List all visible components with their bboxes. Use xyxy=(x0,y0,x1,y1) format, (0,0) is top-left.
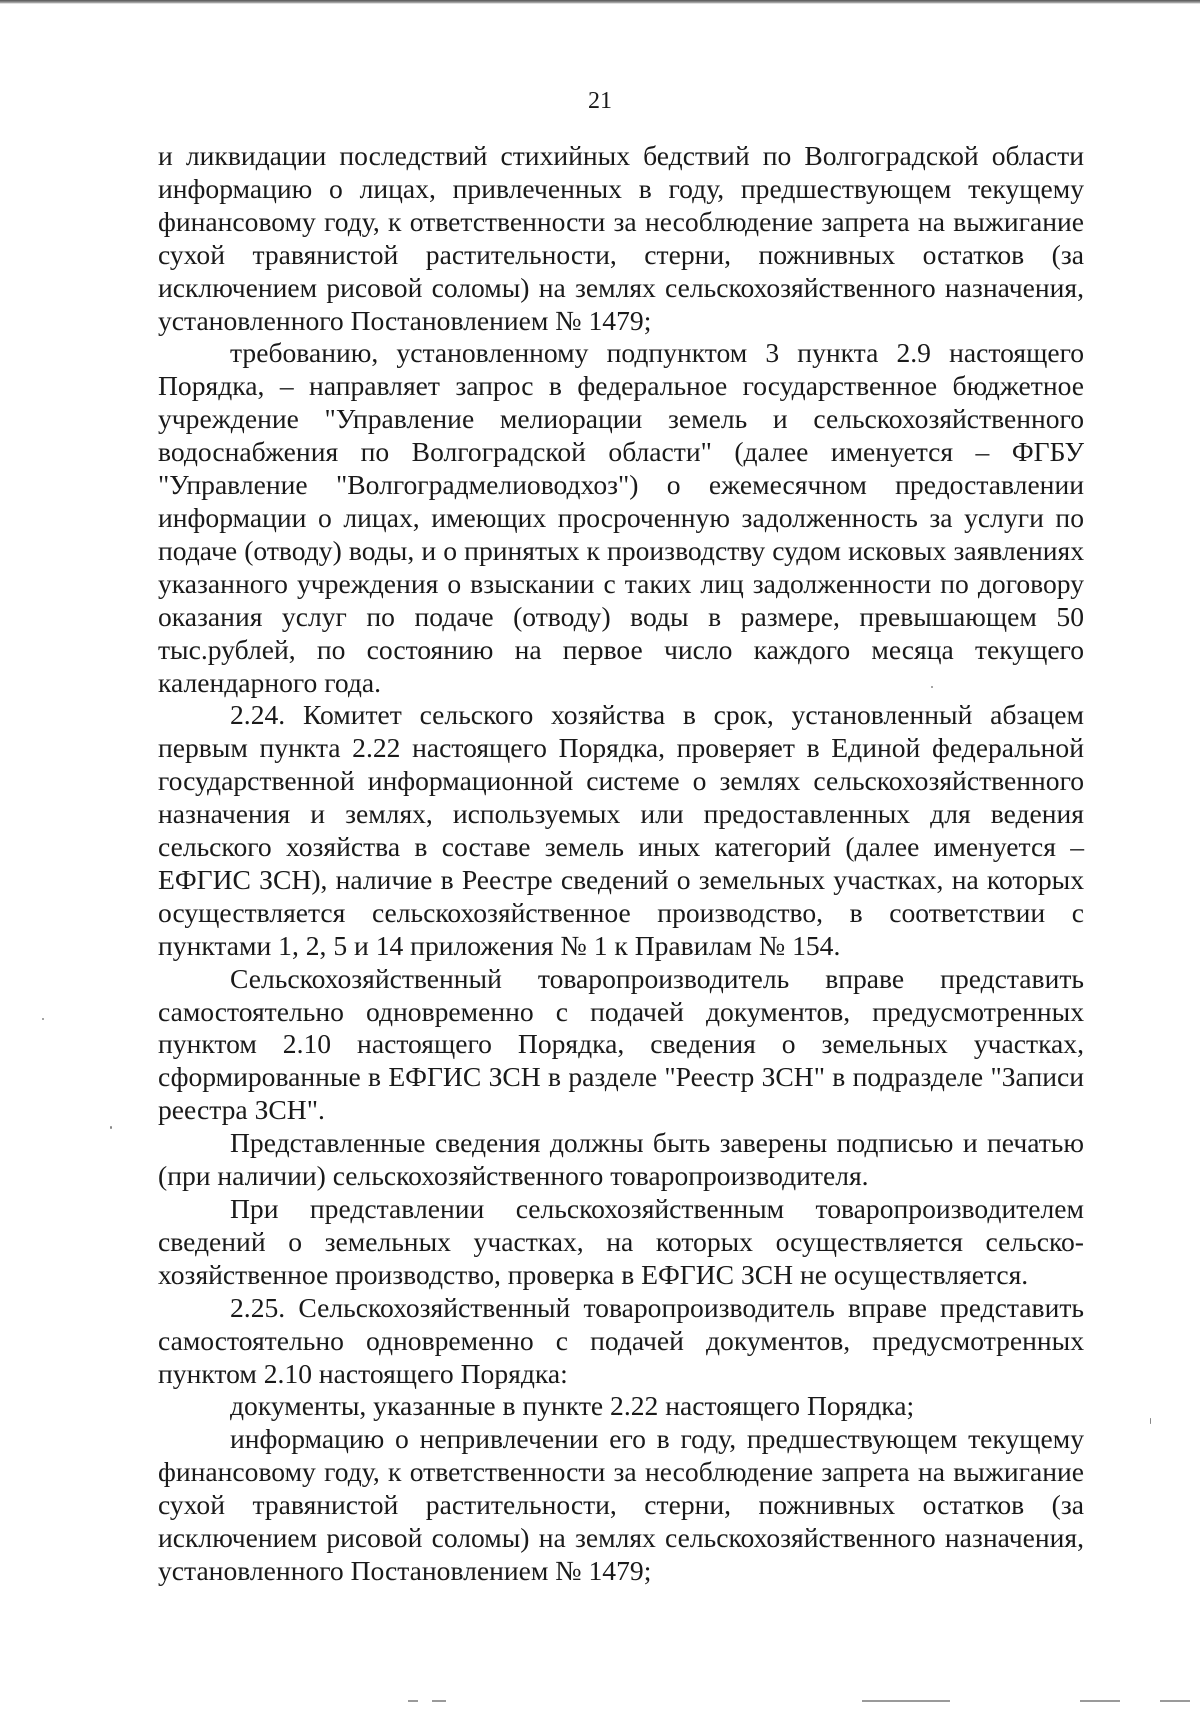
scan-speck xyxy=(110,1126,112,1129)
paragraph-8: документы, указанные в пункте 2.22 настоящего Порядка; xyxy=(230,1390,915,1422)
paragraph-5: Представленные сведения должны быть заверены подписью и печатью (при наличии) сельскохозяйственного товаропроизводителя. xyxy=(158,1127,1084,1192)
paragraph-2: требованию, установленному подпунктом 3 пункта 2.9 настоящего Порядка, – направляет запрос в федеральное государственное бюджетное учреждение "Управление мелиорации земель и сельскохозяйственного водоснабжения по Волгоградской области" (далее именуется – ФГБУ "Управление "Волгоградмелиоводхоз") о ежемесячном предоставлении информации о лицах, имеющих просроченную задолженность за услуги по подаче (отводу) воды, и о принятых к производству судом исковых заявлениях указанного учреждения о взыскании с таких лиц задолженности по договору оказания услуг по подаче (отводу) воды в размере, превышающем 50 тыс.рублей, по состоянию на первое число каждого месяца текущего календарного года. xyxy=(158,337,1084,698)
paragraph-7: 2.25. Сельскохозяйственный товаропроизводитель вправе представить самостоятельно одновременно с подачей документов, предусмотренных пунктом 2.10 настоящего Порядка: xyxy=(158,1291,1084,1389)
scan-speck xyxy=(931,686,933,688)
paragraph-1: и ликвидации последствий стихийных бедствий по Волгоградской области информацию о лицах, привлеченных в году, предшествующем текущему финансовому году, к ответственности за несоблюдение запрета на выжигание сухой травянистой растительности, стерни, пожнивных остатков (за исключением рисовой соломы) на землях сельскохозяйственного назначения, установленного Постановлением № 1479; xyxy=(158,140,1084,336)
paragraph-3: 2.24. Комитет сельского хозяйства в срок, установленный абзацем первым пункта 2.22 настоящего Порядка, проверяет в Единой федеральной государственной информационной системе о землях сельскохозяйственного назначения и землях, используемых или предоставленных для ведения сельского хозяйства в составе земель иных категорий (далее именуется – ЕФГИС ЗСН), наличие в Реестре сведений о земельных участках, на которых осуществляется сельскохозяйственное производство, в соответствии с пунктами 1, 2, 5 и 14 приложения № 1 к Правилам № 154. xyxy=(158,699,1084,961)
scan-speck xyxy=(1150,1418,1151,1424)
paragraph-4: Сельскохозяйственный товаропроизводитель вправе представить самостоятельно одновременно с подачей документов, предусмотренных пунктом 2.10 настоящего Порядка, сведения о земельных участках, сформированные в ЕФГИС ЗСН в разделе "Реестр ЗСН" в подразделе "Записи реестра ЗСН". xyxy=(158,962,1084,1126)
scan-speck xyxy=(42,1018,44,1020)
scan-bottom-edge xyxy=(0,1690,1200,1713)
paragraph-9: информацию о непривлечении его в году, предшествующем текущему финансовому году, к ответственности за несоблюдение запрета на выжигание сухой травянистой растительности, стерни, пожнивных остатков (за исключением рисовой соломы) на землях сельскохозяйственного назначения, установленного Постановлением № 1479; xyxy=(158,1423,1084,1586)
page-number: 21 xyxy=(588,88,612,114)
paragraph-6: При представлении сельскохозяйственным товаропроизводителем сведений о земельных участках, на которых осуществляется сельскохозяйственное производство, проверка в ЕФГИС ЗСН не осуществляется. xyxy=(158,1193,1084,1290)
document-body xyxy=(158,140,1084,1588)
scan-top-edge xyxy=(0,0,1200,4)
